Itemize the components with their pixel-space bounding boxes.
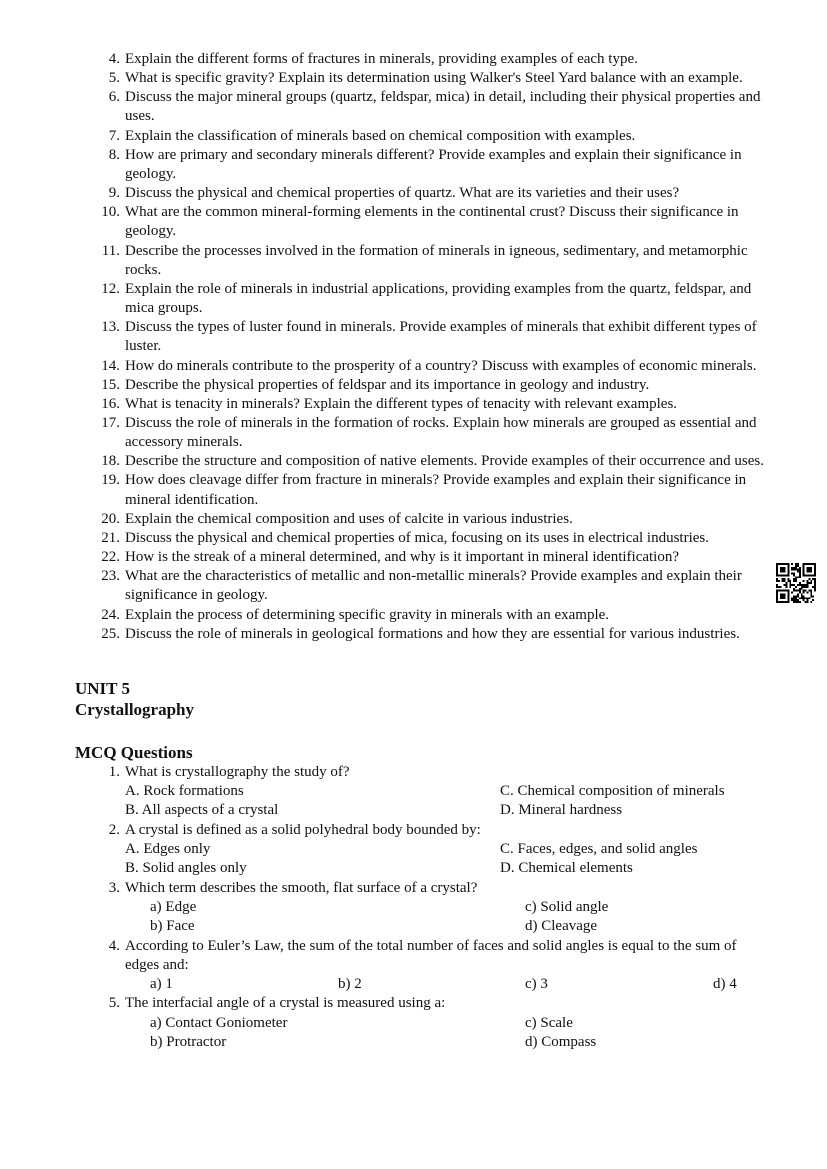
answer-option: a) 1	[150, 976, 173, 993]
mcq-question-list	[0, 763, 827, 1052]
question-number: 5.	[108, 995, 120, 1012]
essay-question	[0, 242, 775, 280]
answer-option: A. Edges only	[125, 841, 211, 858]
question-number: 23.	[101, 568, 120, 585]
question-text: How does cleavage differ from fracture in minerals? Provide examples and explain their significance in mineral identification.	[125, 472, 747, 508]
essay-question	[0, 146, 775, 184]
question-text: Discuss the major mineral groups (quartz, feldspar, mica) in detail, including their physical properties and uses.	[125, 89, 761, 125]
question-text: Which term describes the smooth, flat surface of a crystal?	[125, 879, 478, 896]
question-number: 3.	[108, 879, 120, 896]
answer-option: c) Solid angle	[525, 898, 609, 915]
question-number: 20.	[101, 510, 120, 527]
essay-question	[0, 184, 775, 203]
essay-question	[0, 357, 775, 376]
answer-option: C. Faces, edges, and solid angles	[500, 841, 698, 858]
qr-code-icon	[776, 563, 816, 603]
question-number: 21.	[101, 529, 120, 546]
question-number: 4.	[108, 51, 120, 67]
answer-option: d) Compass	[525, 1034, 597, 1050]
question-number: 5.	[108, 70, 120, 87]
answer-option: B. All aspects of a crystal	[125, 802, 279, 819]
question-number: 10.	[101, 204, 120, 221]
answer-option: d) 4	[713, 976, 737, 993]
unit-title: UNIT 5	[75, 678, 130, 698]
answer-option: D. Chemical elements	[500, 860, 633, 877]
option-row	[0, 859, 827, 878]
question-number: 24.	[101, 606, 120, 623]
question-text: Discuss the role of minerals in the formation of rocks. Explain how minerals are grouped as essential and accessory minerals.	[125, 414, 757, 451]
question-text: Describe the structure and composition of native elements. Provide examples of their occurrence and uses.	[125, 453, 764, 470]
essay-question	[0, 280, 775, 318]
question-number: 14.	[101, 357, 120, 374]
answer-option: A. Rock formations	[125, 783, 244, 800]
question-text: Explain the process of determining specific gravity in minerals with an example.	[125, 606, 610, 623]
question-number: 6.	[108, 89, 120, 106]
document-page	[0, 50, 827, 1052]
question-text: What is specific gravity? Explain its determination using Walker's Steel Yard balance with an example.	[125, 70, 743, 87]
option-row	[0, 1033, 827, 1052]
question-text: Describe the physical properties of feldspar and its importance in geology and industry.	[125, 376, 650, 393]
question-number: 11.	[101, 242, 120, 259]
essay-question	[0, 510, 775, 529]
option-row	[0, 840, 827, 859]
essay-question	[0, 567, 775, 605]
question-number: 1.	[108, 763, 120, 780]
answer-option: b) 2	[338, 976, 362, 993]
question-text: How is the streak of a mineral determined, and why is it important in mineral identification?	[125, 549, 680, 566]
question-text: The interfacial angle of a crystal is measured using a:	[125, 995, 446, 1012]
question-number: 15.	[101, 376, 120, 393]
essay-question	[0, 471, 775, 509]
option-row	[0, 917, 827, 936]
question-number: 9.	[108, 185, 120, 202]
essay-question	[0, 414, 775, 452]
option-row	[0, 1014, 827, 1033]
question-number: 22.	[101, 549, 120, 566]
answer-option: b) Protractor	[150, 1034, 227, 1050]
answer-option: B. Solid angles only	[125, 860, 247, 877]
essay-question	[0, 529, 775, 548]
question-text: How do minerals contribute to the prosperity of a country? Discuss with examples of economic minerals.	[125, 357, 757, 374]
question-number: 7.	[108, 127, 120, 144]
option-row	[0, 898, 827, 917]
essay-question	[0, 318, 775, 356]
answer-option: b) Face	[150, 918, 195, 935]
answer-option: a) Edge	[150, 898, 197, 915]
essay-question	[0, 376, 775, 395]
question-text: A crystal is defined as a solid polyhedral body bounded by:	[125, 821, 481, 838]
question-number: 18.	[101, 453, 120, 470]
question-number: 25.	[101, 625, 120, 642]
question-text: Explain the chemical composition and uses of calcite in various industries.	[125, 510, 573, 527]
mcq-heading: MCQ Questions	[75, 742, 193, 762]
question-number: 8.	[108, 146, 120, 163]
essay-question	[0, 127, 775, 146]
essay-question	[0, 625, 775, 644]
question-text: What is crystallography the study of?	[125, 763, 350, 780]
essay-question	[0, 203, 775, 241]
essay-question	[0, 452, 775, 471]
question-text: Discuss the physical and chemical properties of mica, focusing on its uses in electrical industries.	[125, 529, 710, 546]
essay-question-list	[0, 50, 827, 644]
essay-question	[0, 548, 775, 567]
mcq-question	[0, 763, 765, 782]
answer-option: C. Chemical composition of minerals	[500, 783, 725, 800]
option-row	[0, 975, 827, 994]
answer-option: d) Cleavage	[525, 918, 598, 935]
question-text: Discuss the types of luster found in minerals. Provide examples of minerals that exhibit different types of luster.	[125, 319, 757, 355]
question-text: Discuss the physical and chemical properties of quartz. What are its varieties and their uses?	[125, 185, 680, 202]
question-text: Explain the role of minerals in industrial applications, providing examples from the quartz, feldspar, and mica groups.	[125, 280, 752, 317]
question-text: Discuss the role of minerals in geological formations and how they are essential for various industries.	[125, 625, 740, 642]
mcq-question	[0, 879, 765, 898]
mcq-question	[0, 994, 765, 1013]
answer-option: c) 3	[525, 976, 548, 993]
essay-question	[0, 69, 775, 88]
question-text: What are the common mineral-forming elements in the continental crust? Discuss their significance in geology.	[125, 204, 739, 240]
mcq-question	[0, 821, 765, 840]
question-text: Describe the processes involved in the formation of minerals in igneous, sedimentary, and metamorphic rocks.	[125, 242, 748, 278]
question-number: 19.	[101, 472, 120, 489]
question-number: 4.	[108, 937, 120, 954]
essay-question	[0, 395, 775, 414]
question-number: 16.	[101, 395, 120, 412]
question-text: Explain the classification of minerals based on chemical composition with examples.	[125, 127, 636, 144]
question-number: 17.	[101, 414, 120, 431]
option-row	[0, 782, 827, 801]
question-number: 13.	[101, 319, 120, 336]
essay-question	[0, 50, 775, 69]
question-text: According to Euler’s Law, the sum of the total number of faces and solid angles is equal to the sum of edges and:	[125, 937, 737, 973]
mcq-question	[0, 937, 765, 976]
answer-option: c) Scale	[525, 1014, 573, 1031]
question-text: What are the characteristics of metallic and non-metallic minerals? Provide examples and explain their significance in geology.	[125, 568, 742, 604]
answer-option: a) Contact Goniometer	[150, 1014, 288, 1031]
unit-subtitle: Crystallography	[75, 699, 194, 719]
question-text: Explain the different forms of fractures in minerals, providing examples of each type.	[125, 51, 638, 67]
essay-question	[0, 88, 775, 126]
question-number: 2.	[108, 821, 120, 838]
answer-option: D. Mineral hardness	[500, 802, 623, 819]
essay-question	[0, 606, 775, 625]
option-row	[0, 801, 827, 820]
question-number: 12.	[101, 280, 120, 297]
question-text: How are primary and secondary minerals different? Provide examples and explain their significance in geology.	[125, 146, 742, 182]
question-text: What is tenacity in minerals? Explain the different types of tenacity with relevant examples.	[125, 395, 678, 412]
